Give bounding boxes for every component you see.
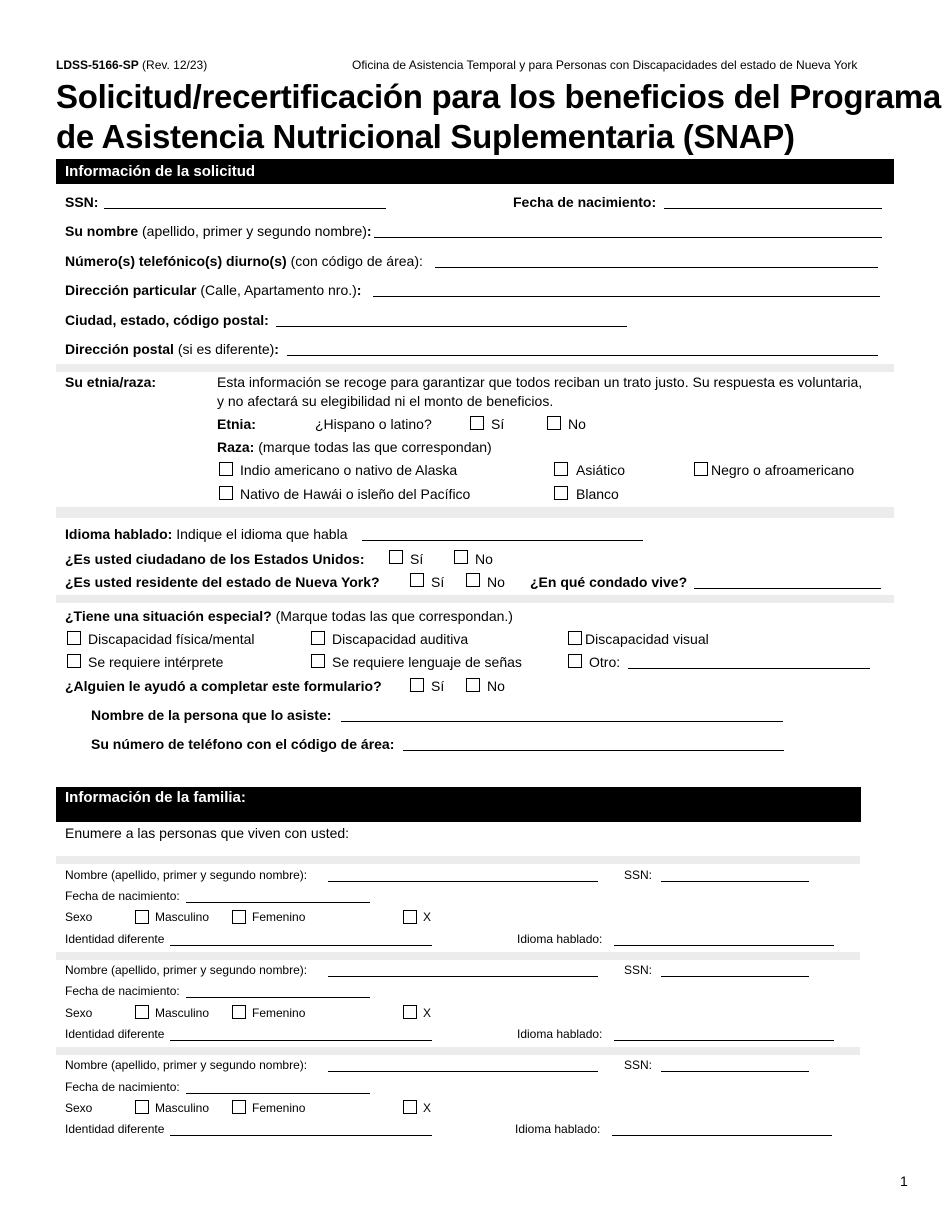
special-question-group [65, 608, 513, 624]
special-option-hearing: Discapacidad auditiva [332, 631, 469, 647]
application-info-heading: Información de la solicitud [56, 159, 894, 184]
member-2-female-checkbox[interactable] [232, 1005, 246, 1019]
phone-label: Número(s) telefónico(s) diurno(s) [65, 253, 287, 269]
member-2-sex-label: Sexo [65, 1006, 93, 1020]
hispanic-yes-checkbox[interactable] [470, 416, 484, 430]
member-1-male-label: Masculino [155, 910, 210, 924]
section-divider [56, 364, 894, 372]
etnia-label: Etnia: [217, 416, 256, 432]
hispanic-no-checkbox[interactable] [547, 416, 561, 430]
section-divider [56, 595, 894, 603]
member-2-dob-field[interactable] [186, 997, 370, 998]
ethnicity-note-2: y no afectará su elegibilidad ni el monto de beneficios. [217, 393, 554, 409]
member-3-x-label: X [423, 1101, 432, 1115]
helper-no-checkbox[interactable] [466, 678, 480, 692]
form-revision: (Rev. 12/23) [142, 58, 208, 72]
member-1-name-label: Nombre (apellido, primer y segundo nombre): [65, 868, 308, 882]
phone-label-group [65, 253, 423, 269]
language-field[interactable] [362, 540, 643, 541]
dob-label: Fecha de nacimiento: [513, 194, 657, 210]
member-1-female-checkbox[interactable] [232, 910, 246, 924]
race-label-group [217, 439, 492, 455]
member-2-language-field[interactable] [614, 1040, 834, 1041]
member-1-x-label: X [423, 910, 432, 924]
mailing-hint: (si es diferente) [177, 341, 275, 357]
member-2-dob-label: Fecha de nacimiento: [65, 984, 180, 998]
ssn-label: SSN: [65, 194, 99, 210]
special-option-sign-language: Se requiere lenguaje de señas [332, 654, 522, 670]
member-3-name-label: Nombre (apellido, primer y segundo nombre): [65, 1058, 308, 1072]
member-3-language-field[interactable] [612, 1135, 832, 1136]
member-3-female-checkbox[interactable] [232, 1100, 246, 1114]
resident-no-checkbox[interactable] [466, 573, 480, 587]
phone-field[interactable] [435, 267, 878, 268]
helper-question: ¿Alguien le ayudó a completar este formulario? [65, 678, 382, 694]
member-3-dob-label: Fecha de nacimiento: [65, 1080, 180, 1094]
title-line-2: de Asistencia Nutricional Suplementaria (SNAP) [56, 118, 795, 155]
member-2-name-field[interactable] [328, 976, 598, 977]
helper-phone-label: Su número de teléfono con el código de área: [91, 736, 395, 752]
race-option-black: Negro o afroamericano [711, 462, 855, 478]
member-1-name-field[interactable] [328, 881, 598, 882]
helper-no-label: No [487, 678, 505, 694]
member-2-x-checkbox[interactable] [403, 1005, 417, 1019]
citizen-no-checkbox[interactable] [454, 550, 468, 564]
race-option-asian: Asiático [576, 462, 626, 478]
race-hint: (marque todas las que correspondan) [258, 439, 492, 455]
member-3-ssn-field[interactable] [661, 1071, 809, 1072]
member-3-female-label: Femenino [252, 1101, 306, 1115]
form-id: LDSS-5166-SP [56, 58, 139, 72]
title-line-1: Solicitud/recertificación para los beneficios del Programa [56, 78, 941, 115]
mailing-colon: : [274, 341, 279, 357]
resident-question: ¿Es usted residente del estado de Nueva York? [65, 574, 380, 590]
address-label-group [65, 282, 361, 298]
member-2-ssn-field[interactable] [661, 976, 809, 977]
special-option-physical: Discapacidad física/mental [88, 631, 255, 647]
member-divider [56, 1047, 860, 1055]
member-2-ssn-label: SSN: [624, 963, 653, 977]
race-option-american-indian: Indio americano o nativo de Alaska [240, 462, 458, 478]
member-2-identity-field[interactable] [170, 1040, 432, 1041]
section-divider [56, 507, 894, 518]
phone-hint: (con código de área): [290, 253, 423, 269]
special-hint: (Marque todas las que correspondan.) [275, 608, 513, 624]
citizen-yes-label: Sí [410, 551, 424, 567]
helper-yes-checkbox[interactable] [410, 678, 424, 692]
mailing-label: Dirección postal [65, 341, 174, 357]
member-divider [56, 856, 860, 864]
member-1-identity-field[interactable] [170, 945, 432, 946]
name-label: Su nombre [65, 223, 139, 239]
member-1-dob-label: Fecha de nacimiento: [65, 889, 180, 903]
helper-yes-label: Sí [431, 678, 445, 694]
member-3-sex-label: Sexo [65, 1101, 93, 1115]
member-divider [56, 952, 860, 960]
citizen-question: ¿Es usted ciudadano de los Estados Unidos: [65, 551, 365, 567]
member-3-ssn-label: SSN: [624, 1058, 653, 1072]
race-checkbox-black[interactable] [694, 462, 708, 476]
special-checkbox-interpreter[interactable] [67, 654, 81, 668]
member-1-dob-field[interactable] [186, 902, 370, 903]
family-intro: Enumere a las personas que viven con usted: [65, 825, 350, 841]
special-option-visual: Discapacidad visual [585, 631, 709, 647]
race-checkbox-asian[interactable] [554, 462, 568, 476]
helper-name-label: Nombre de la persona que lo asiste: [91, 707, 332, 723]
hispanic-question: ¿Hispano o latino? [315, 416, 432, 432]
address-field[interactable] [373, 296, 880, 297]
county-question: ¿En qué condado vive? [530, 574, 688, 590]
mailing-field[interactable] [287, 355, 878, 356]
special-option-other: Otro: [589, 654, 621, 670]
member-1-x-checkbox[interactable] [403, 910, 417, 924]
member-1-ssn-label: SSN: [624, 868, 653, 882]
ssn-field[interactable] [104, 208, 386, 209]
member-2-male-checkbox[interactable] [135, 1005, 149, 1019]
hispanic-yes-label: Sí [491, 416, 505, 432]
special-checkbox-sign-language[interactable] [311, 654, 325, 668]
race-checkbox-white[interactable] [554, 486, 568, 500]
dob-field[interactable] [664, 208, 882, 209]
special-checkbox-physical[interactable] [67, 631, 81, 645]
helper-name-field[interactable] [341, 721, 783, 722]
citizen-yes-checkbox[interactable] [389, 550, 403, 564]
race-option-hawaiian: Nativo de Hawái o isleño del Pacífico [240, 486, 471, 502]
hispanic-no-label: No [568, 416, 586, 432]
member-3-language-label: Idioma hablado: [515, 1122, 601, 1136]
member-1-language-field[interactable] [614, 945, 834, 946]
name-hint: (apellido, primer y segundo nombre) [142, 223, 367, 239]
resident-no-label: No [487, 574, 505, 590]
helper-phone-field[interactable] [403, 750, 784, 751]
special-question: ¿Tiene una situación especial? [65, 608, 272, 624]
member-1-male-checkbox[interactable] [135, 910, 149, 924]
page-title [56, 77, 941, 157]
language-label: Idioma hablado: [65, 526, 173, 542]
name-colon: : [366, 223, 372, 239]
special-checkbox-visual[interactable] [568, 631, 582, 645]
special-checkbox-hearing[interactable] [311, 631, 325, 645]
member-1-identity-label: Identidad diferente [65, 932, 165, 946]
race-option-white: Blanco [576, 486, 619, 502]
page-number: 1 [900, 1173, 908, 1189]
member-2-female-label: Femenino [252, 1006, 306, 1020]
member-2-language-label: Idioma hablado: [517, 1027, 603, 1041]
form-id-line [56, 58, 207, 72]
member-3-male-label: Masculino [155, 1101, 210, 1115]
member-2-name-label: Nombre (apellido, primer y segundo nombre): [65, 963, 308, 977]
race-label: Raza: [217, 439, 255, 455]
special-other-field[interactable] [628, 668, 870, 669]
mailing-label-group [65, 341, 279, 357]
member-2-identity-label: Identidad diferente [65, 1027, 165, 1041]
name-label-group [65, 223, 372, 239]
address-hint: (Calle, Apartamento nro.) [200, 282, 357, 298]
address-colon: : [356, 282, 362, 298]
member-2-male-label: Masculino [155, 1006, 210, 1020]
ethnicity-label: Su etnia/raza: [65, 374, 157, 390]
race-checkbox-american-indian[interactable] [219, 462, 233, 476]
language-label-group [65, 526, 347, 542]
member-1-sex-label: Sexo [65, 910, 93, 924]
member-3-dob-field[interactable] [186, 1093, 370, 1094]
city-label: Ciudad, estado, código postal: [65, 312, 269, 328]
special-checkbox-other[interactable] [568, 654, 582, 668]
member-1-ssn-field[interactable] [661, 881, 809, 882]
resident-yes-label: Sí [431, 574, 445, 590]
member-3-identity-label: Identidad diferente [65, 1122, 165, 1136]
resident-yes-checkbox[interactable] [410, 573, 424, 587]
citizen-no-label: No [475, 551, 493, 567]
member-3-name-field[interactable] [328, 1071, 598, 1072]
name-field[interactable] [374, 237, 882, 238]
ethnicity-note-1: Esta información se recoge para garantizar que todos reciban un trato justo. Su respuesta es voluntaria, [217, 374, 863, 390]
address-label: Dirección particular [65, 282, 197, 298]
member-1-female-label: Femenino [252, 910, 306, 924]
member-1-language-label: Idioma hablado: [517, 932, 603, 946]
language-hint: Indique el idioma que habla [176, 526, 348, 542]
agency-name: Oficina de Asistencia Temporal y para Personas con Discapacidades del estado de Nueva York [352, 58, 858, 72]
race-checkbox-hawaiian[interactable] [219, 486, 233, 500]
county-field[interactable] [694, 588, 881, 589]
member-2-x-label: X [423, 1006, 432, 1020]
family-info-heading: Información de la familia: [56, 787, 861, 822]
special-option-interpreter: Se requiere intérprete [88, 654, 224, 670]
member-3-x-checkbox[interactable] [403, 1100, 417, 1114]
city-field[interactable] [276, 326, 627, 327]
member-3-male-checkbox[interactable] [135, 1100, 149, 1114]
member-3-identity-field[interactable] [170, 1135, 432, 1136]
